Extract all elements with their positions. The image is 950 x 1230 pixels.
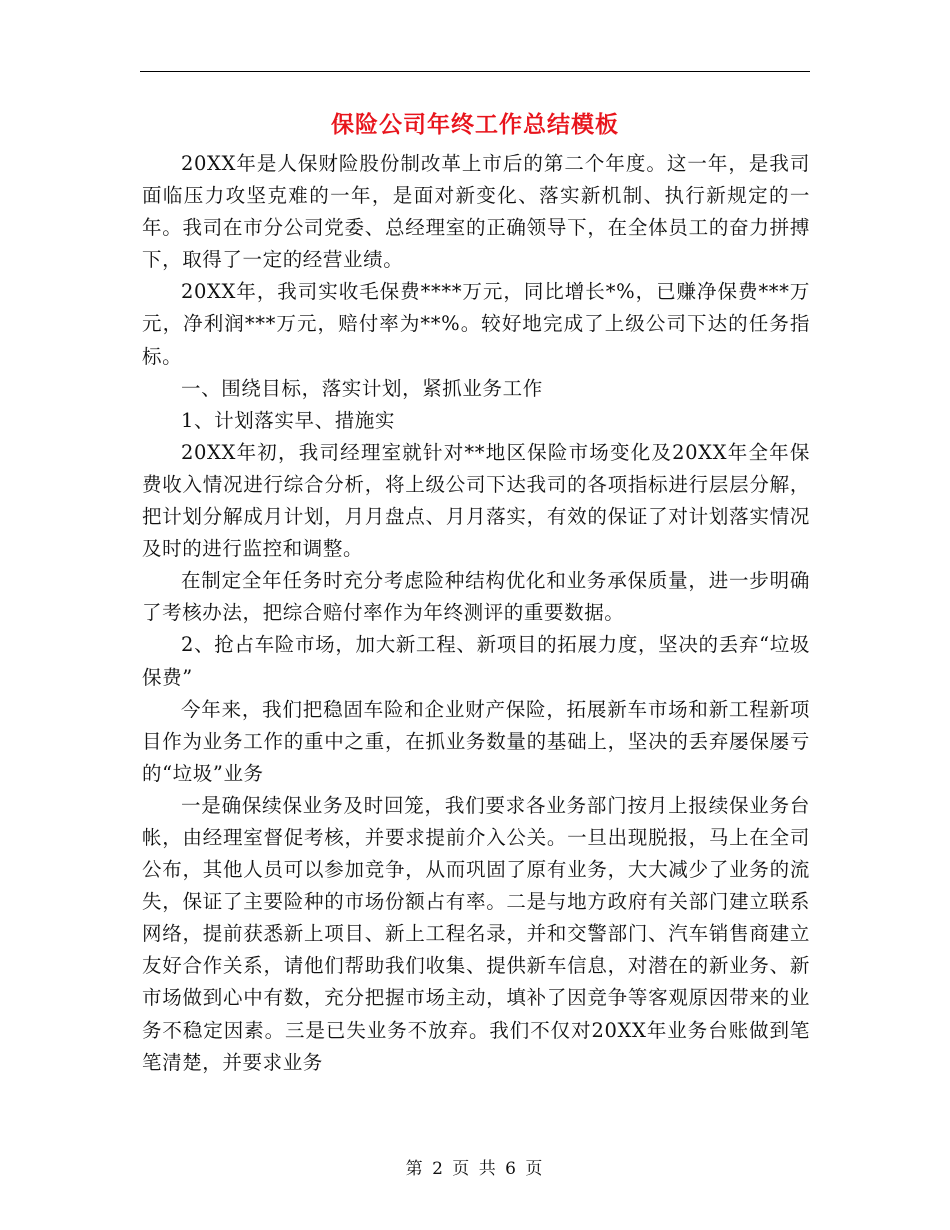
document-body: [142, 148, 810, 1079]
paragraph-market: 今年来，我们把稳固车险和企业财产保险，拓展新车市场和新工程新项目作为业务工作的重中之重，在抓业务数量的基础上，坚决的丢弃屡保屡亏的“垃圾”业务: [142, 697, 810, 785]
paragraph-intro: 20XX年是人保财险股份制改革上市后的第二个年度。这一年，是我司面临压力攻坚克难的一年，是面对新变化、落实新机制、执行新规定的一年。我司在市分公司党委、总经理室的正确领导下，在全体员工的奋力拼搏下，取得了一定的经营业绩。: [142, 152, 810, 272]
paragraph-figures: 20XX年，我司实收毛保费****万元，同比增长*%，已赚净保费***万元，净利润***万元，赔付率为**%。较好地完成了上级公司下达的任务指标。: [142, 280, 810, 368]
paragraph-measures: 一是确保续保业务及时回笼，我们要求各业务部门按月上报续保业务台帐，由经理室督促考核，并要求提前介入公关。一旦出现脱报，马上在全司公布，其他人员可以参加竞争，从而巩固了原有业务，大大减少了业务的流失，保证了主要险种的市场份额占有率。二是与地方政府有关部门建立联系网络，提前获悉新上项目、新上工程名录，并和交警部门、汽车销售商建立友好合作关系，请他们帮助我们收集、提供新车信息，对潜在的新业务、新市场做到心中有数，充分把握市场主动，填补了因竞争等客观原因带来的业务不稳定因素。三是已失业务不放弃。我们不仅对20XX年业务台账做到笔笔清楚，并要求业务: [142, 793, 810, 1074]
header-rule: [140, 71, 810, 72]
page-footer: 第 2 页 共 6 页: [405, 1159, 545, 1179]
section-heading-1: 一、围绕目标，落实计划，紧抓业务工作: [181, 376, 543, 400]
document-title: 保险公司年终工作总结模板: [331, 111, 619, 138]
subsection-heading-2: 2、抢占车险市场，加大新工程、新项目的拓展力度，坚决的丢弃“垃圾保费”: [142, 633, 810, 689]
paragraph-plan: 20XX年初，我司经理室就针对**地区保险市场变化及20XX年全年保费收入情况进行综合分析，将上级公司下达我司的各项指标进行层层分解，把计划分解成月计划，月月盘点、月月落实，有效的保证了对计划落实情况及时的进行监控和调整。: [142, 440, 810, 561]
paragraph-tasks: 在制定全年任务时充分考虑险种结构优化和业务承保质量，进一步明确了考核办法，把综合赔付率作为年终测评的重要数据。: [142, 569, 810, 625]
subsection-heading-1: 1、计划落实早、措施实: [181, 408, 396, 432]
